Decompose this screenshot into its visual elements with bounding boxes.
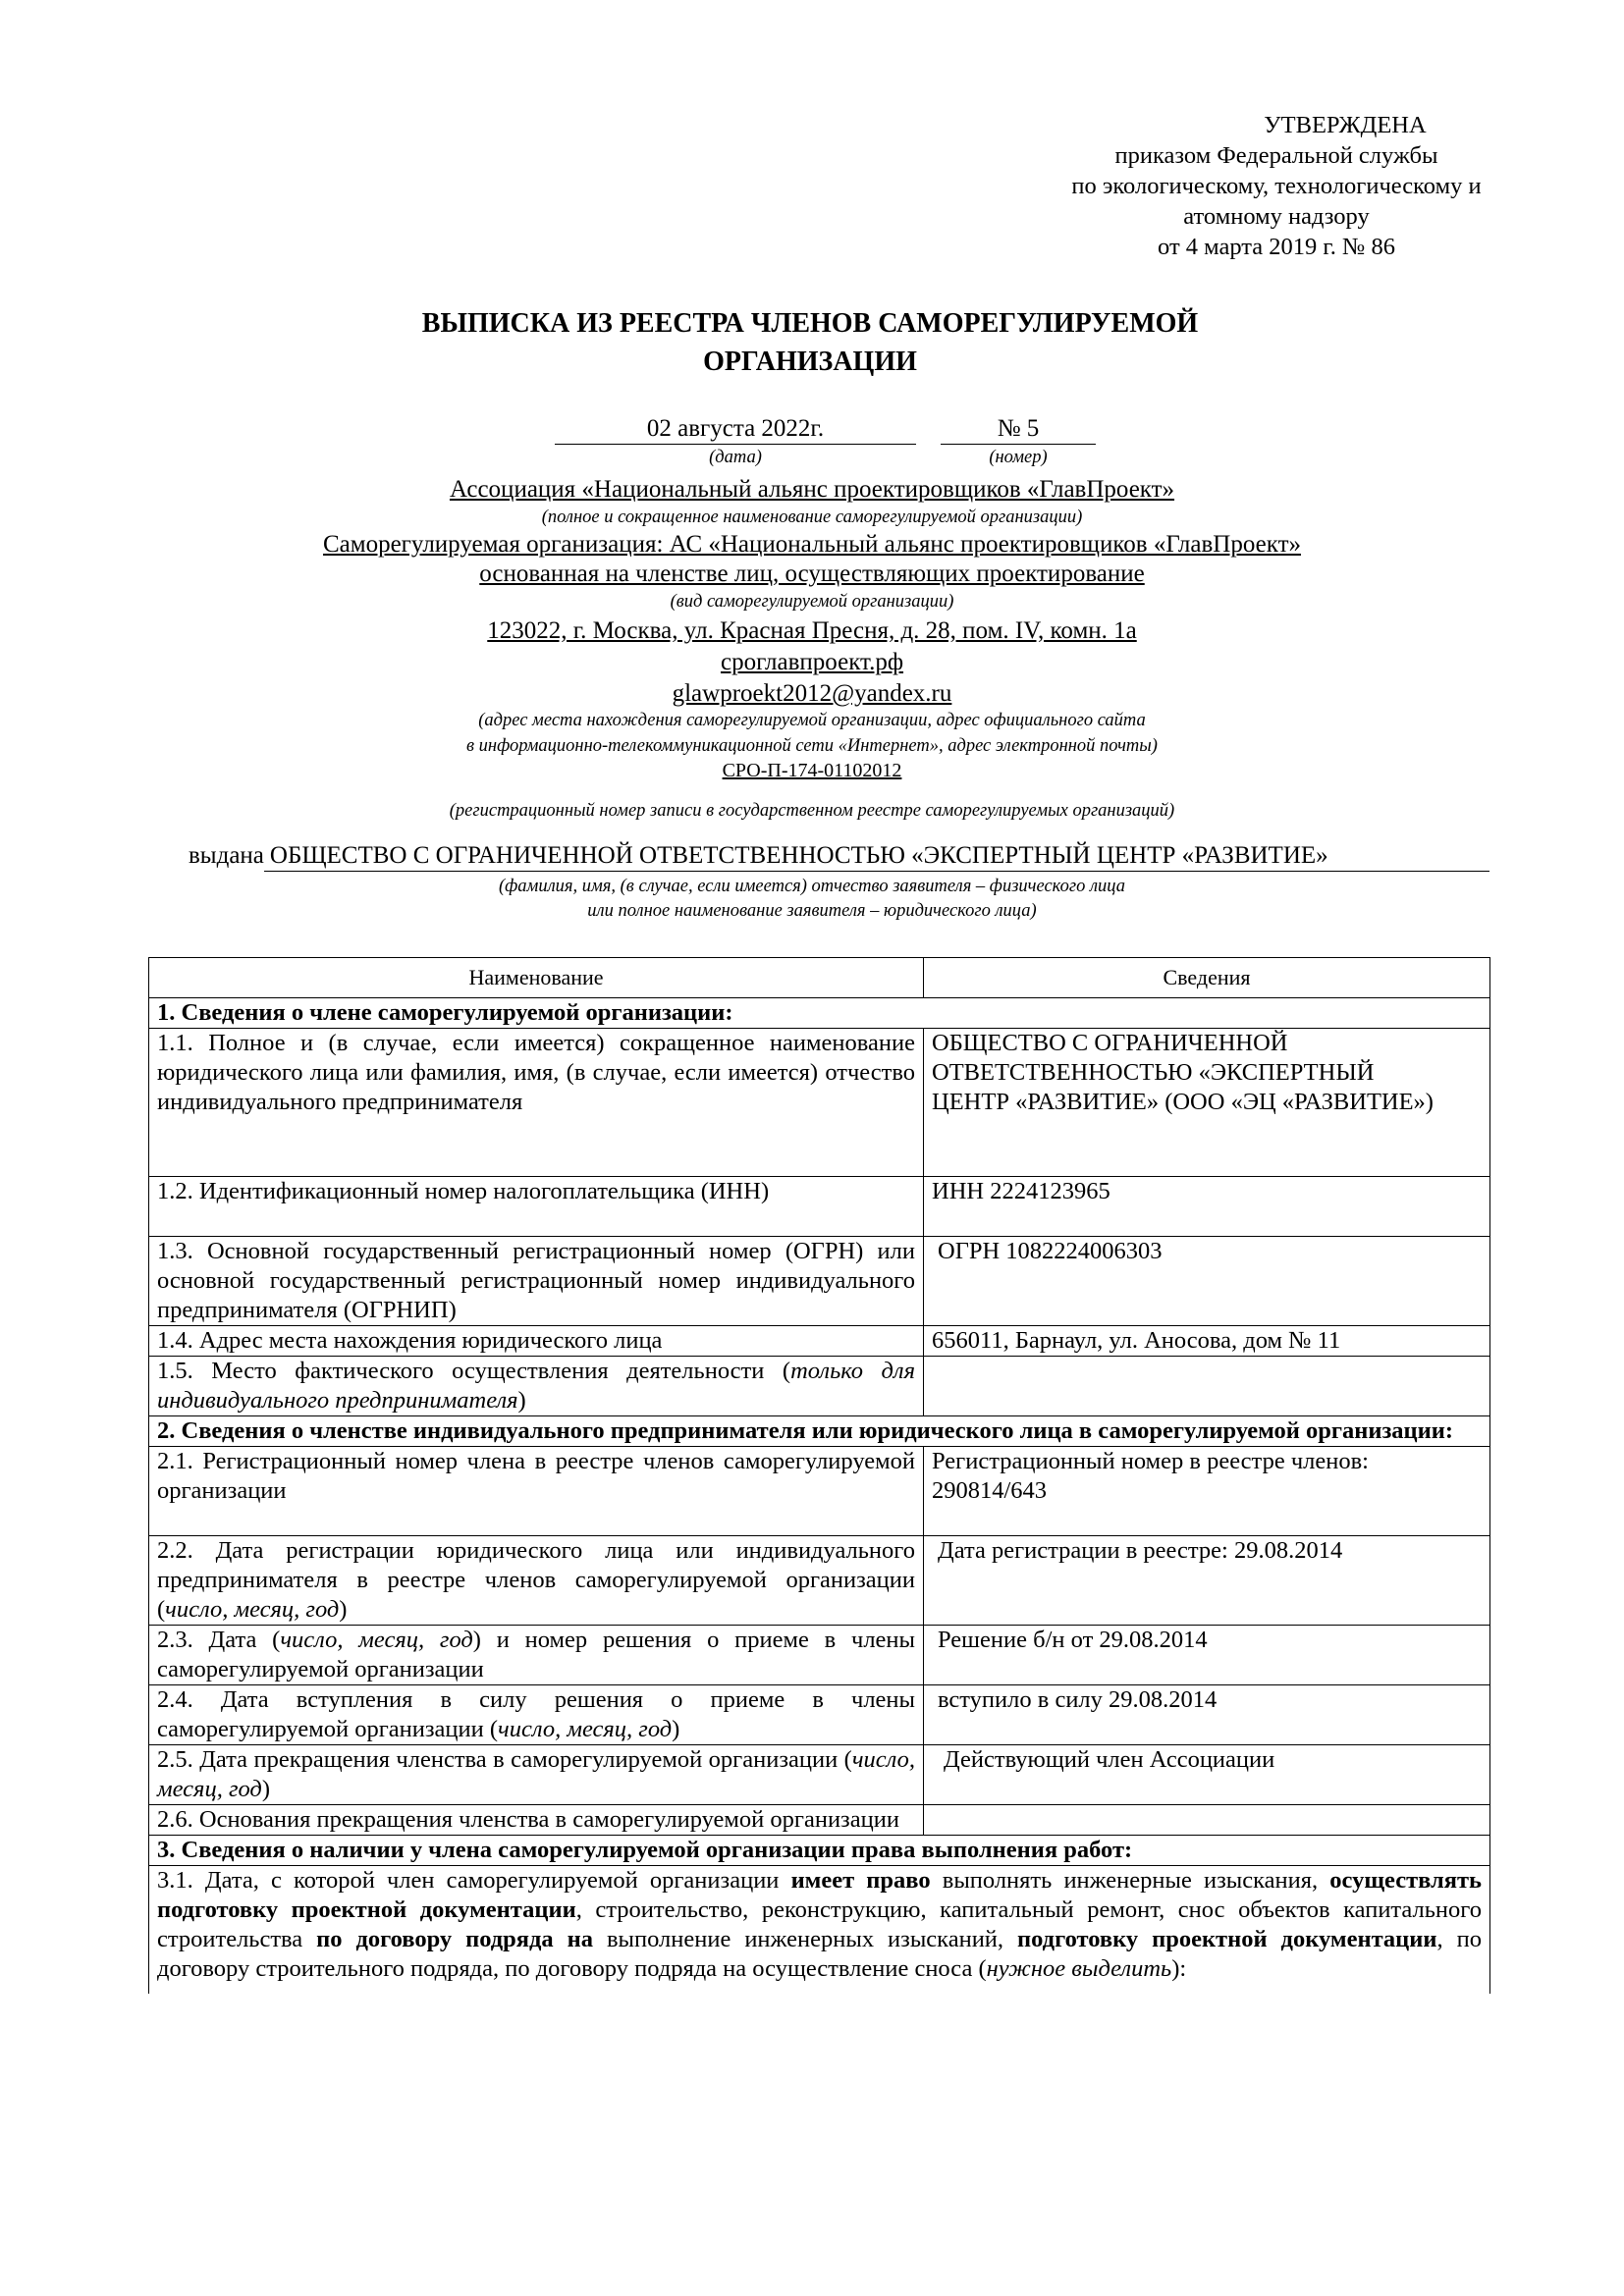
row-1-3-value: ОГРН 1082224006303 [924,1237,1490,1326]
row-3-1-bold: подготовку проектной документации [1017,1926,1437,1952]
row-2-5-label-italic: число, месяц, год [157,1746,915,1802]
table-row [149,1447,1490,1536]
date-value: 02 августа 2022г. [555,414,916,445]
table-row [149,1326,1490,1357]
issued-caption-line-1: (фамилия, имя, (в случае, если имеется) отчество заявителя – физического лица [498,877,1126,896]
approval-line: от 4 марта 2019 г. № 86 [1158,234,1395,260]
date-caption: (дата) [709,448,762,467]
row-2-2-value: Дата регистрации в реестре: 29.08.2014 [924,1536,1490,1626]
org-type-line-1: Саморегулируемая организация: АС «Национальный альянс проектировщиков «ГлавПроект» [322,531,1301,558]
org-type-line-2: основанная на членстве лиц, осуществляющих проектирование [479,561,1145,587]
row-3-1-bold: по договору подряда на [316,1926,594,1952]
row-3-1-part: , строительство, реконструкцию, капитальный ремонт, снос объектов капитального строительства [157,1896,1482,1952]
row-2-2-label [149,1536,924,1626]
row-2-2-label-text: 2.2. Дата регистрации юридического лица или индивидуального предпринимателя в реестре членов саморегулируемой организации ( [157,1537,915,1623]
section-2-title: 2. Сведения о членстве индивидуального предпринимателя или юридического лица в саморегулируемой организации: [149,1416,1490,1447]
table-row [149,1237,1490,1326]
table-row [149,1866,1490,1995]
address-caption-line-1: (адрес места нахождения саморегулируемой организации, адрес официального сайта [478,711,1146,730]
table-row [149,1805,1490,1836]
org-address: 123022, г. Москва, ул. Красная Пресня, д. 28, пом. IV, комн. 1а [487,617,1137,644]
row-1-5-label-text: 1.5. Место фактического осуществления деятельности ( [157,1358,791,1384]
row-2-3-label [149,1626,924,1685]
row-3-1-part: выполнять инженерные изыскания, [930,1867,1330,1894]
row-1-4-label: 1.4. Адрес места нахождения юридического лица [149,1326,924,1357]
section-1-title: 1. Сведения о члене саморегулируемой организации: [149,998,1490,1029]
row-3-1-italic: нужное выделить [986,1955,1172,1982]
row-3-1-part: , по договору строительного подряда, по договору подряда на осуществление сноса ( [157,1926,1482,1982]
row-1-3-label: 1.3. Основной государственный регистрационный номер (ОГРН) или основной государственный регистрационный номер индивидуального предпринимателя (ОГРНИП) [149,1237,924,1326]
row-2-4-label-close: ) [672,1716,680,1742]
issued-caption-line-2: или полное наименование заявителя – юридического лица) [587,901,1037,921]
title-line-1: ВЫПИСКА ИЗ РЕЕСТРА ЧЛЕНОВ САМОРЕГУЛИРУЕМОЙ [421,308,1199,339]
row-2-1-value [924,1447,1490,1536]
section-row [149,1836,1490,1866]
approval-line: УТВЕРЖДЕНА [1264,112,1427,138]
issued-to-value: ОБЩЕСТВО С ОГРАНИЧЕННОЙ ОТВЕТСТВЕННОСТЬЮ «ЭКСПЕРТНЫЙ ЦЕНТР «РАЗВИТИЕ» [264,841,1489,872]
section-3-title: 3. Сведения о наличии у члена саморегулируемой организации права выполнения работ: [149,1836,1490,1866]
row-1-1-value [924,1029,1490,1177]
approval-line: по экологическому, технологическому и [1071,173,1482,199]
row-3-1-part: 3.1. Дата, с которой член саморегулируемой организации [157,1867,791,1894]
approval-line: приказом Федеральной службы [1114,142,1438,169]
row-1-5-label [149,1357,924,1416]
row-3-1-text [149,1866,1490,1995]
row-3-1-bold: осуществлять подготовку проектной документации [157,1867,1482,1923]
row-1-1-value-text: ОБЩЕСТВО С ОГРАНИЧЕННОЙ ОТВЕТСТВЕННОСТЬЮ «ЭКСПЕРТНЫЙ ЦЕНТР «РАЗВИТИЕ» (ООО «ЭЦ «РАЗВИТИЕ») [932,1030,1434,1115]
row-3-1-bold: имеет право [790,1867,931,1894]
row-2-5-value: Действующий член Ассоциации [924,1745,1490,1805]
row-1-2-label: 1.2. Идентификационный номер налогоплательщика (ИНН) [149,1177,924,1237]
issued-to-line [189,841,1489,872]
table-row [149,1029,1490,1177]
row-1-5-label-close: ) [517,1387,526,1414]
row-1-5-label-italic: только для индивидуального предпринимателя [157,1358,915,1414]
row-2-5-label [149,1745,924,1805]
org-email-link[interactable]: glawproekt2012@yandex.ru [672,680,952,707]
table-row [149,1626,1490,1685]
row-2-6-label: 2.6. Основания прекращения членства в саморегулируемой организации [149,1805,924,1836]
row-1-1-label: 1.1. Полное и (в случае, если имеется) сокращенное наименование юридического лица или фамилия, имя, (в случае, если имеется) отчество индивидуального предпринимателя [149,1029,924,1177]
row-2-1-label: 2.1. Регистрационный номер члена в реестре членов саморегулируемой организации [149,1447,924,1536]
row-2-4-label-italic: число, месяц, год [498,1716,673,1742]
org-name: Ассоциация «Национальный альянс проектировщиков «ГлавПроект» [449,476,1175,503]
column-header-name: Наименование [149,958,924,998]
section-row [149,1416,1490,1447]
row-2-4-label [149,1685,924,1745]
table-row [149,1745,1490,1805]
number-value: № 5 [941,414,1096,445]
org-type-caption: (вид саморегулируемой организации) [670,592,954,612]
table-row [149,1685,1490,1745]
row-3-1-part: выполнение инженерных изысканий, [593,1926,1018,1952]
org-website-link[interactable]: сроглавпроект.рф [720,649,904,675]
row-1-2-value: ИНН 2224123965 [924,1177,1490,1237]
row-3-1-part: ): [1171,1955,1187,1982]
approval-block [864,110,1624,262]
document-title [295,304,1326,381]
row-2-3-label-rest: ) и номер решения о приеме в члены саморегулируемой организации [157,1627,915,1682]
row-2-5-label-text: 2.5. Дата прекращения членства в саморегулируемой организации ( [157,1746,852,1773]
row-2-6-value [924,1805,1490,1836]
reg-number-caption: (регистрационный номер записи в государственном реестре саморегулируемых организаций) [449,801,1175,821]
row-2-2-label-close: ) [339,1596,348,1623]
issued-label: выдана [189,842,264,869]
row-2-2-label-italic: число, месяц, год [165,1596,340,1623]
address-caption-line-2: в информационно-телекоммуникационной сети «Интернет», адрес электронной почты) [466,736,1158,756]
section-row [149,998,1490,1029]
row-2-4-value: вступило в силу 29.08.2014 [924,1685,1490,1745]
title-line-2: ОРГАНИЗАЦИИ [703,347,917,377]
number-caption: (номер) [989,448,1048,467]
sro-reg-number: СРО-П-174-01102012 [722,760,902,781]
row-1-5-value [924,1357,1490,1416]
table-row [149,1357,1490,1416]
row-2-1-value-text: Регистрационный номер в реестре членов: 290814/643 [932,1448,1369,1504]
table-header-row [149,958,1490,998]
row-2-4-label-text: 2.4. Дата вступления в силу решения о приеме в члены саморегулируемой организации ( [157,1686,915,1742]
approval-line: атомному надзору [1183,203,1370,230]
row-2-3-value: Решение б/н от 29.08.2014 [924,1626,1490,1685]
table-row [149,1536,1490,1626]
row-2-3-label-text: 2.3. Дата ( [157,1627,281,1653]
table-row [149,1177,1490,1237]
org-name-caption: (полное и сокращенное наименование саморегулируемой организации) [541,507,1083,527]
row-2-5-label-close: ) [261,1776,271,1802]
register-info-table [148,957,1490,1994]
row-1-4-value: 656011, Барнаул, ул. Аносова, дом № 11 [924,1326,1490,1357]
row-2-3-label-italic: число, месяц, год [280,1627,473,1653]
column-header-info: Сведения [924,958,1490,998]
